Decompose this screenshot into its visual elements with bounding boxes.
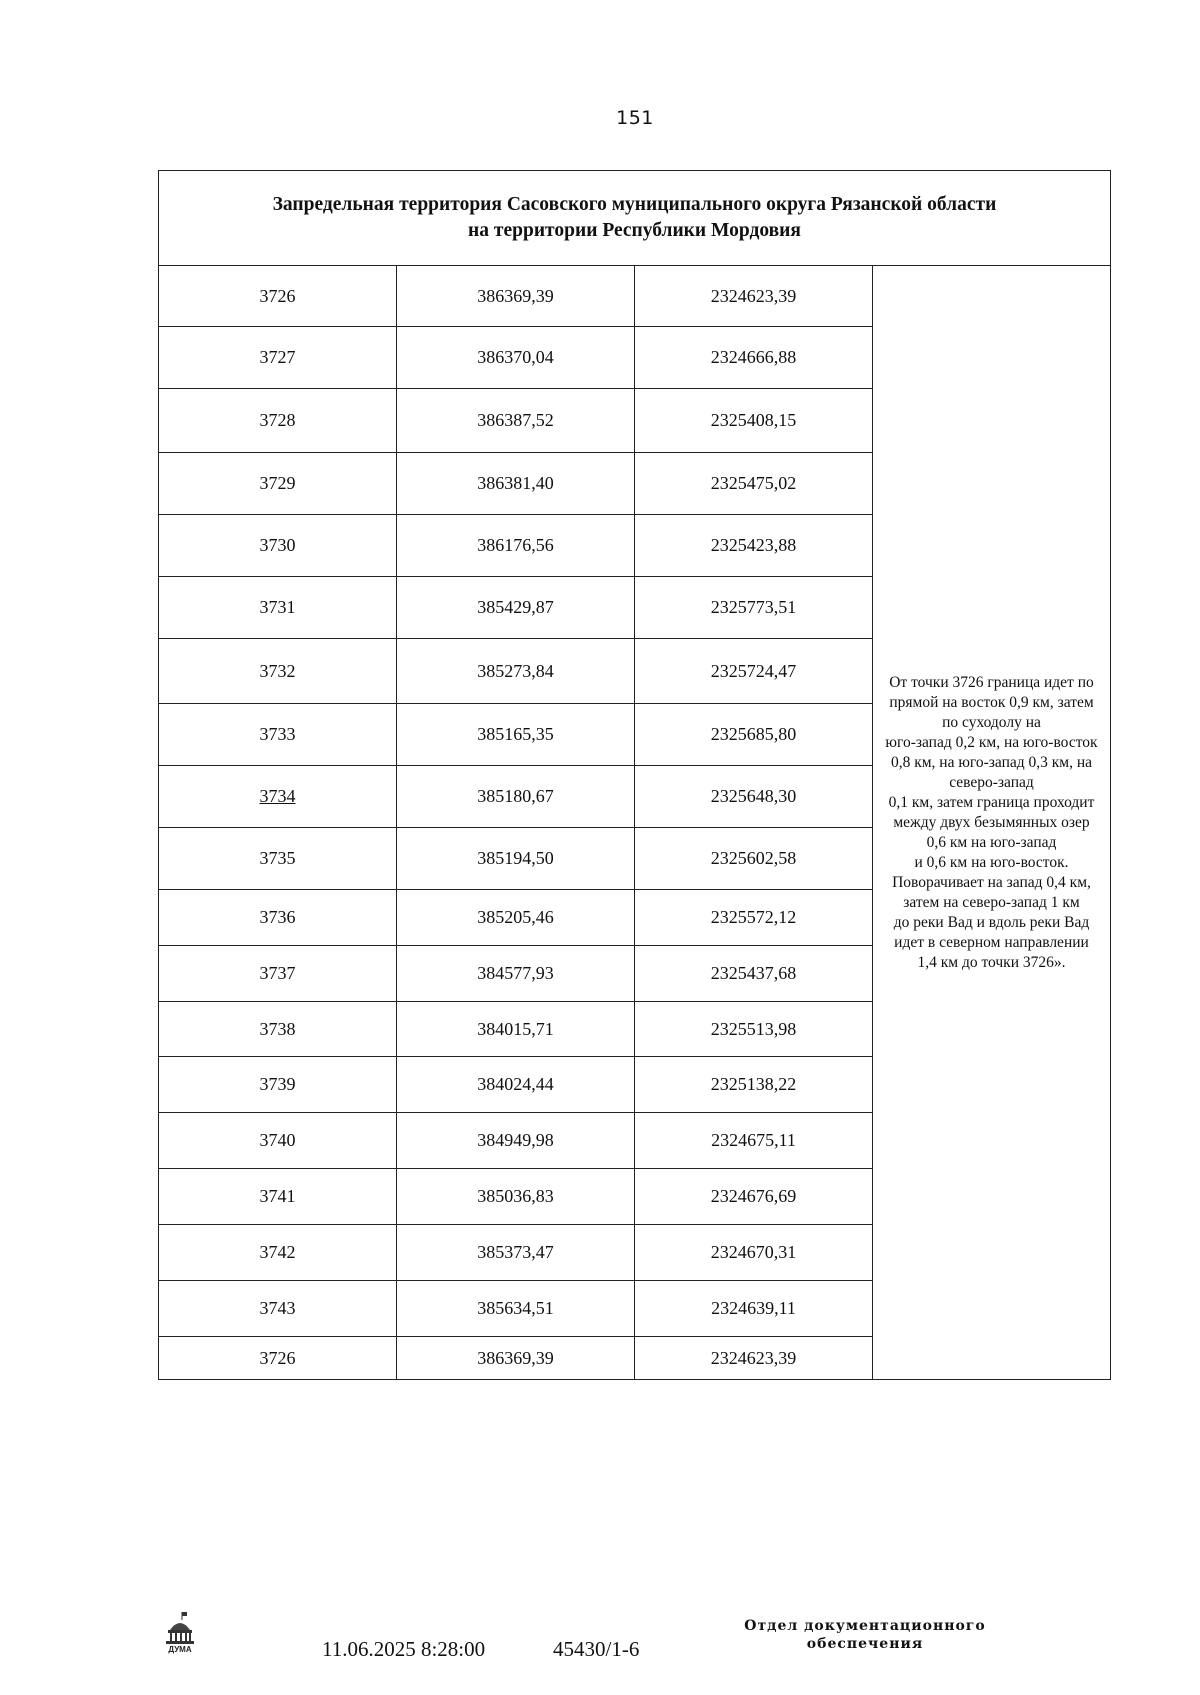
point-number-cell: 3734: [159, 766, 397, 828]
footer-doc-number: 45430/1-6: [553, 1637, 640, 1661]
table-title-line-2: на территории Республики Мордовия: [468, 220, 801, 241]
y-coordinate-cell: 2325437,68: [635, 946, 873, 1002]
y-coordinate-cell: 2324639,11: [635, 1281, 873, 1337]
point-number-cell: 3726: [159, 1337, 397, 1380]
x-coordinate-cell: 385180,67: [397, 766, 635, 828]
y-coordinate-cell: 2325423,88: [635, 515, 873, 577]
point-number-cell: 3743: [159, 1281, 397, 1337]
boundary-description-cell: [873, 266, 1111, 1380]
x-coordinate-cell: 386176,56: [397, 515, 635, 577]
y-coordinate-cell: 2325773,51: [635, 577, 873, 639]
x-coordinate-cell: 384577,93: [397, 946, 635, 1002]
x-coordinate-cell: 385373,47: [397, 1225, 635, 1281]
x-coordinate-cell: 385194,50: [397, 828, 635, 890]
x-coordinate-cell: 386381,40: [397, 453, 635, 515]
footer-department: [720, 1617, 1010, 1653]
point-number-cell: 3736: [159, 890, 397, 946]
table-header-row: [159, 171, 1111, 266]
y-coordinate-cell: 2324670,31: [635, 1225, 873, 1281]
point-number-cell: 3735: [159, 828, 397, 890]
y-coordinate-cell: 2325648,30: [635, 766, 873, 828]
y-coordinate-cell: 2324623,39: [635, 266, 873, 327]
y-coordinate-cell: 2325475,02: [635, 453, 873, 515]
x-coordinate-cell: 385036,83: [397, 1169, 635, 1225]
y-coordinate-cell: 2324666,88: [635, 327, 873, 389]
x-coordinate-cell: 386387,52: [397, 389, 635, 453]
boundary-description-line: 0,1 км, затем граница проходит между двух безымянных озер 0,6 км на юго-запад: [888, 793, 1095, 851]
y-coordinate-cell: 2325602,58: [635, 828, 873, 890]
point-number-cell: 3729: [159, 453, 397, 515]
table-title: [159, 171, 1111, 266]
y-coordinate-cell: 2325572,12: [635, 890, 873, 946]
boundary-description-line: юго-запад 0,2 км, на юго-восток 0,8 км, на юго-запад 0,3 км, на северо-запад: [885, 733, 1098, 791]
table-body: [159, 266, 1111, 1380]
x-coordinate-cell: 385273,84: [397, 639, 635, 704]
x-coordinate-cell: 385205,46: [397, 890, 635, 946]
x-coordinate-cell: 385634,51: [397, 1281, 635, 1337]
x-coordinate-cell: 386369,39: [397, 1337, 635, 1380]
y-coordinate-cell: 2325685,80: [635, 704, 873, 766]
point-number-cell: 3742: [159, 1225, 397, 1281]
y-coordinate-cell: 2324623,39: [635, 1337, 873, 1380]
duma-building-logo-icon: [162, 1610, 198, 1654]
footer-datetime: 11.06.2025 8:28:00: [322, 1637, 486, 1661]
table-row: [159, 266, 1111, 327]
y-coordinate-cell: 2325513,98: [635, 1002, 873, 1057]
coordinates-table: [158, 170, 1111, 1380]
point-number-cell: 3737: [159, 946, 397, 1002]
point-number-cell: 3733: [159, 704, 397, 766]
y-coordinate-cell: 2325138,22: [635, 1057, 873, 1113]
point-number-cell: 3727: [159, 327, 397, 389]
footer-department-line-2: обеспечения: [806, 1636, 924, 1652]
duma-logo-text: ДУМА: [168, 1645, 192, 1654]
y-coordinate-cell: 2324675,11: [635, 1113, 873, 1169]
boundary-description-line: и 0,6 км на юго-восток. Поворачивает на запад 0,4 км, затем на северо-запад 1 км: [892, 853, 1091, 911]
y-coordinate-cell: 2324676,69: [635, 1169, 873, 1225]
point-number-cell: 3732: [159, 639, 397, 704]
x-coordinate-cell: 385165,35: [397, 704, 635, 766]
point-number-cell: 3730: [159, 515, 397, 577]
point-number-cell: 3731: [159, 577, 397, 639]
x-coordinate-cell: 384949,98: [397, 1113, 635, 1169]
x-coordinate-cell: 386369,39: [397, 266, 635, 327]
point-number-cell: 3739: [159, 1057, 397, 1113]
point-number-cell: 3738: [159, 1002, 397, 1057]
y-coordinate-cell: 2325724,47: [635, 639, 873, 704]
point-number-cell: 3726: [159, 266, 397, 327]
point-number-cell: 3741: [159, 1169, 397, 1225]
page-number: 151: [616, 107, 654, 129]
x-coordinate-cell: 386370,04: [397, 327, 635, 389]
x-coordinate-cell: 384024,44: [397, 1057, 635, 1113]
boundary-description-line: до реки Вад и вдоль реки Вад идет в северном направлении 1,4 км до точки 3726».: [893, 913, 1090, 971]
footer-department-line-1: Отдел документационного: [744, 1618, 986, 1634]
boundary-description-line: От точки 3726 граница идет по прямой на восток 0,9 км, затем по суходолу на: [889, 673, 1094, 731]
point-number-cell: 3728: [159, 389, 397, 453]
x-coordinate-cell: 385429,87: [397, 577, 635, 639]
point-number-cell: 3740: [159, 1113, 397, 1169]
y-coordinate-cell: 2325408,15: [635, 389, 873, 453]
x-coordinate-cell: 384015,71: [397, 1002, 635, 1057]
table-title-line-1: Запредельная территория Сасовского муниципального округа Рязанской области: [272, 194, 997, 215]
